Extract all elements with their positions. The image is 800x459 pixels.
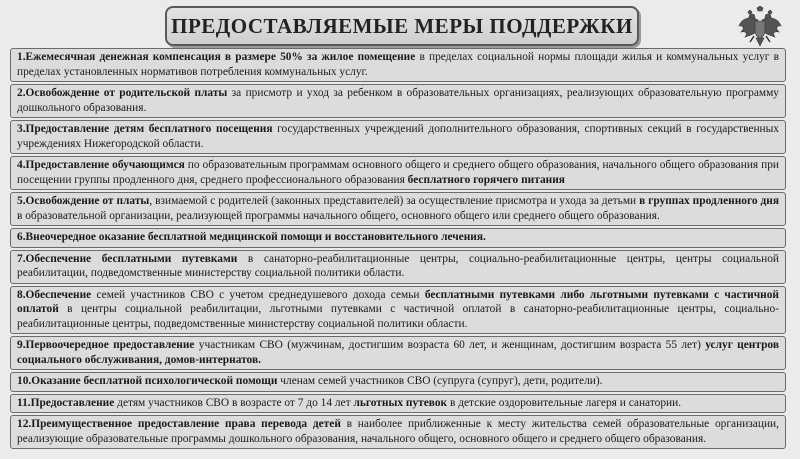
title-banner [165, 6, 639, 46]
item-text: в наиболее приближенные к месту жительства семей образовательные организации, реализующие образовательные программы дошкольного образования, начального общего, основного общего и среднего общего образования. [17, 418, 779, 445]
item-text: по образовательным программам основного общего и среднего общего образования, начального общего образования при посещении группы продленного дня, среднего профессионального образования [17, 159, 779, 186]
item-bold-text: льготных путевок [353, 396, 448, 409]
item-bold-text: 4.Предоставление обучающимся [17, 159, 185, 171]
support-measure-item [10, 120, 786, 154]
double-headed-eagle-emblem-icon [738, 6, 782, 48]
support-measures-list [10, 48, 786, 451]
support-measure-item [10, 336, 786, 370]
item-bold-text: 2.Освобождение от родительской платы [17, 87, 228, 99]
item-text: в санаторно-реабилитационные центры, социально-реабилитационные центры, центры социальной реабилитации, подведомственные министерству социальной политики области. [17, 252, 779, 279]
item-text: за присмотр и уход за ребенком в образовательных организациях, реализующих образовательную программу дошкольного образования. [17, 87, 779, 114]
item-text: в центры социальной реабилитации, льготными путевками с частичной оплатой в санаторно-реабилитационные центры, социально-реабилитационные центры, подведомственные министерству социальной политики области. [17, 303, 779, 330]
item-bold-text: 7.Обеспечение бесплатными путевками [17, 252, 238, 265]
item-bold-text: 3.Предоставление детям бесплатного посещения [17, 123, 273, 135]
item-bold-text: бесплатными путевками либо льготными путевками с частичной оплатой [17, 288, 779, 315]
support-measure-item [10, 84, 786, 118]
support-measure-item [10, 192, 786, 226]
support-measure-item [10, 250, 786, 284]
item-text: в образовательной организации, реализующей программы начального общего, основного общего или среднего общего образования. [17, 209, 660, 222]
item-text: государственных учреждений дополнительного образования, спортивных секций в государственных учреждениях Нижегородской области. [17, 123, 780, 150]
support-measure-item [10, 228, 786, 248]
page-title: ПРЕДОСТАВЛЯЕМЫЕ МЕРЫ ПОДДЕРЖКИ [171, 13, 633, 38]
support-measure-item [10, 48, 786, 82]
item-bold-text: 6.Внеочередное оказание бесплатной медицинской помощи и восстановительного лечения. [17, 231, 486, 243]
item-bold-text: 11.Предоставление [17, 396, 115, 409]
item-text: в пределах социальной нормы площади жилья и коммунальных услуг в пределах установленных нормативов потребления коммунальных услуг. [17, 51, 779, 78]
support-measure-item [10, 415, 786, 449]
item-bold-text: 5.Освобождение от платы [17, 195, 150, 207]
item-bold-text: услуг центров социального обслуживания, домов-интернатов. [17, 339, 779, 366]
support-measure-item [10, 394, 786, 414]
support-measure-item [10, 156, 786, 190]
support-measure-item [10, 286, 786, 335]
item-bold-text: 9.Первоочередное предоставление [17, 339, 195, 351]
item-bold-text: бесплатного горячего питания [407, 173, 565, 186]
item-text: , взимаемой с родителей (законных представителей) за осуществление присмотра и ухода за детьми [149, 195, 640, 207]
item-bold-text: 12.Преимущественное предоставление права перевода детей [17, 418, 341, 430]
item-text: участникам СВО (мужчинам, достигшим возраста 60 лет, и женщинам, достигшим возраста 55 лет) [194, 339, 706, 351]
item-bold-text: 10.Оказание бесплатной психологической помощи [17, 375, 278, 387]
item-bold-text: 1.Ежемесячная денежная компенсация в размере 50% за жилое помещение [17, 51, 416, 63]
item-text: в детские оздоровительные лагеря и санатории. [447, 396, 682, 409]
item-text: семей участников СВО с учетом среднедушевого дохода семьи [91, 288, 425, 301]
item-bold-text: 8.Обеспечение [17, 288, 92, 301]
support-measure-item [10, 372, 786, 392]
item-text: членам семей участников СВО (супруга (супруг), дети, родители). [277, 375, 603, 387]
item-text: детям участников СВО в возрасте от 7 до 14 лет [114, 396, 354, 409]
item-bold-text: в группах продленного дня [639, 195, 779, 207]
